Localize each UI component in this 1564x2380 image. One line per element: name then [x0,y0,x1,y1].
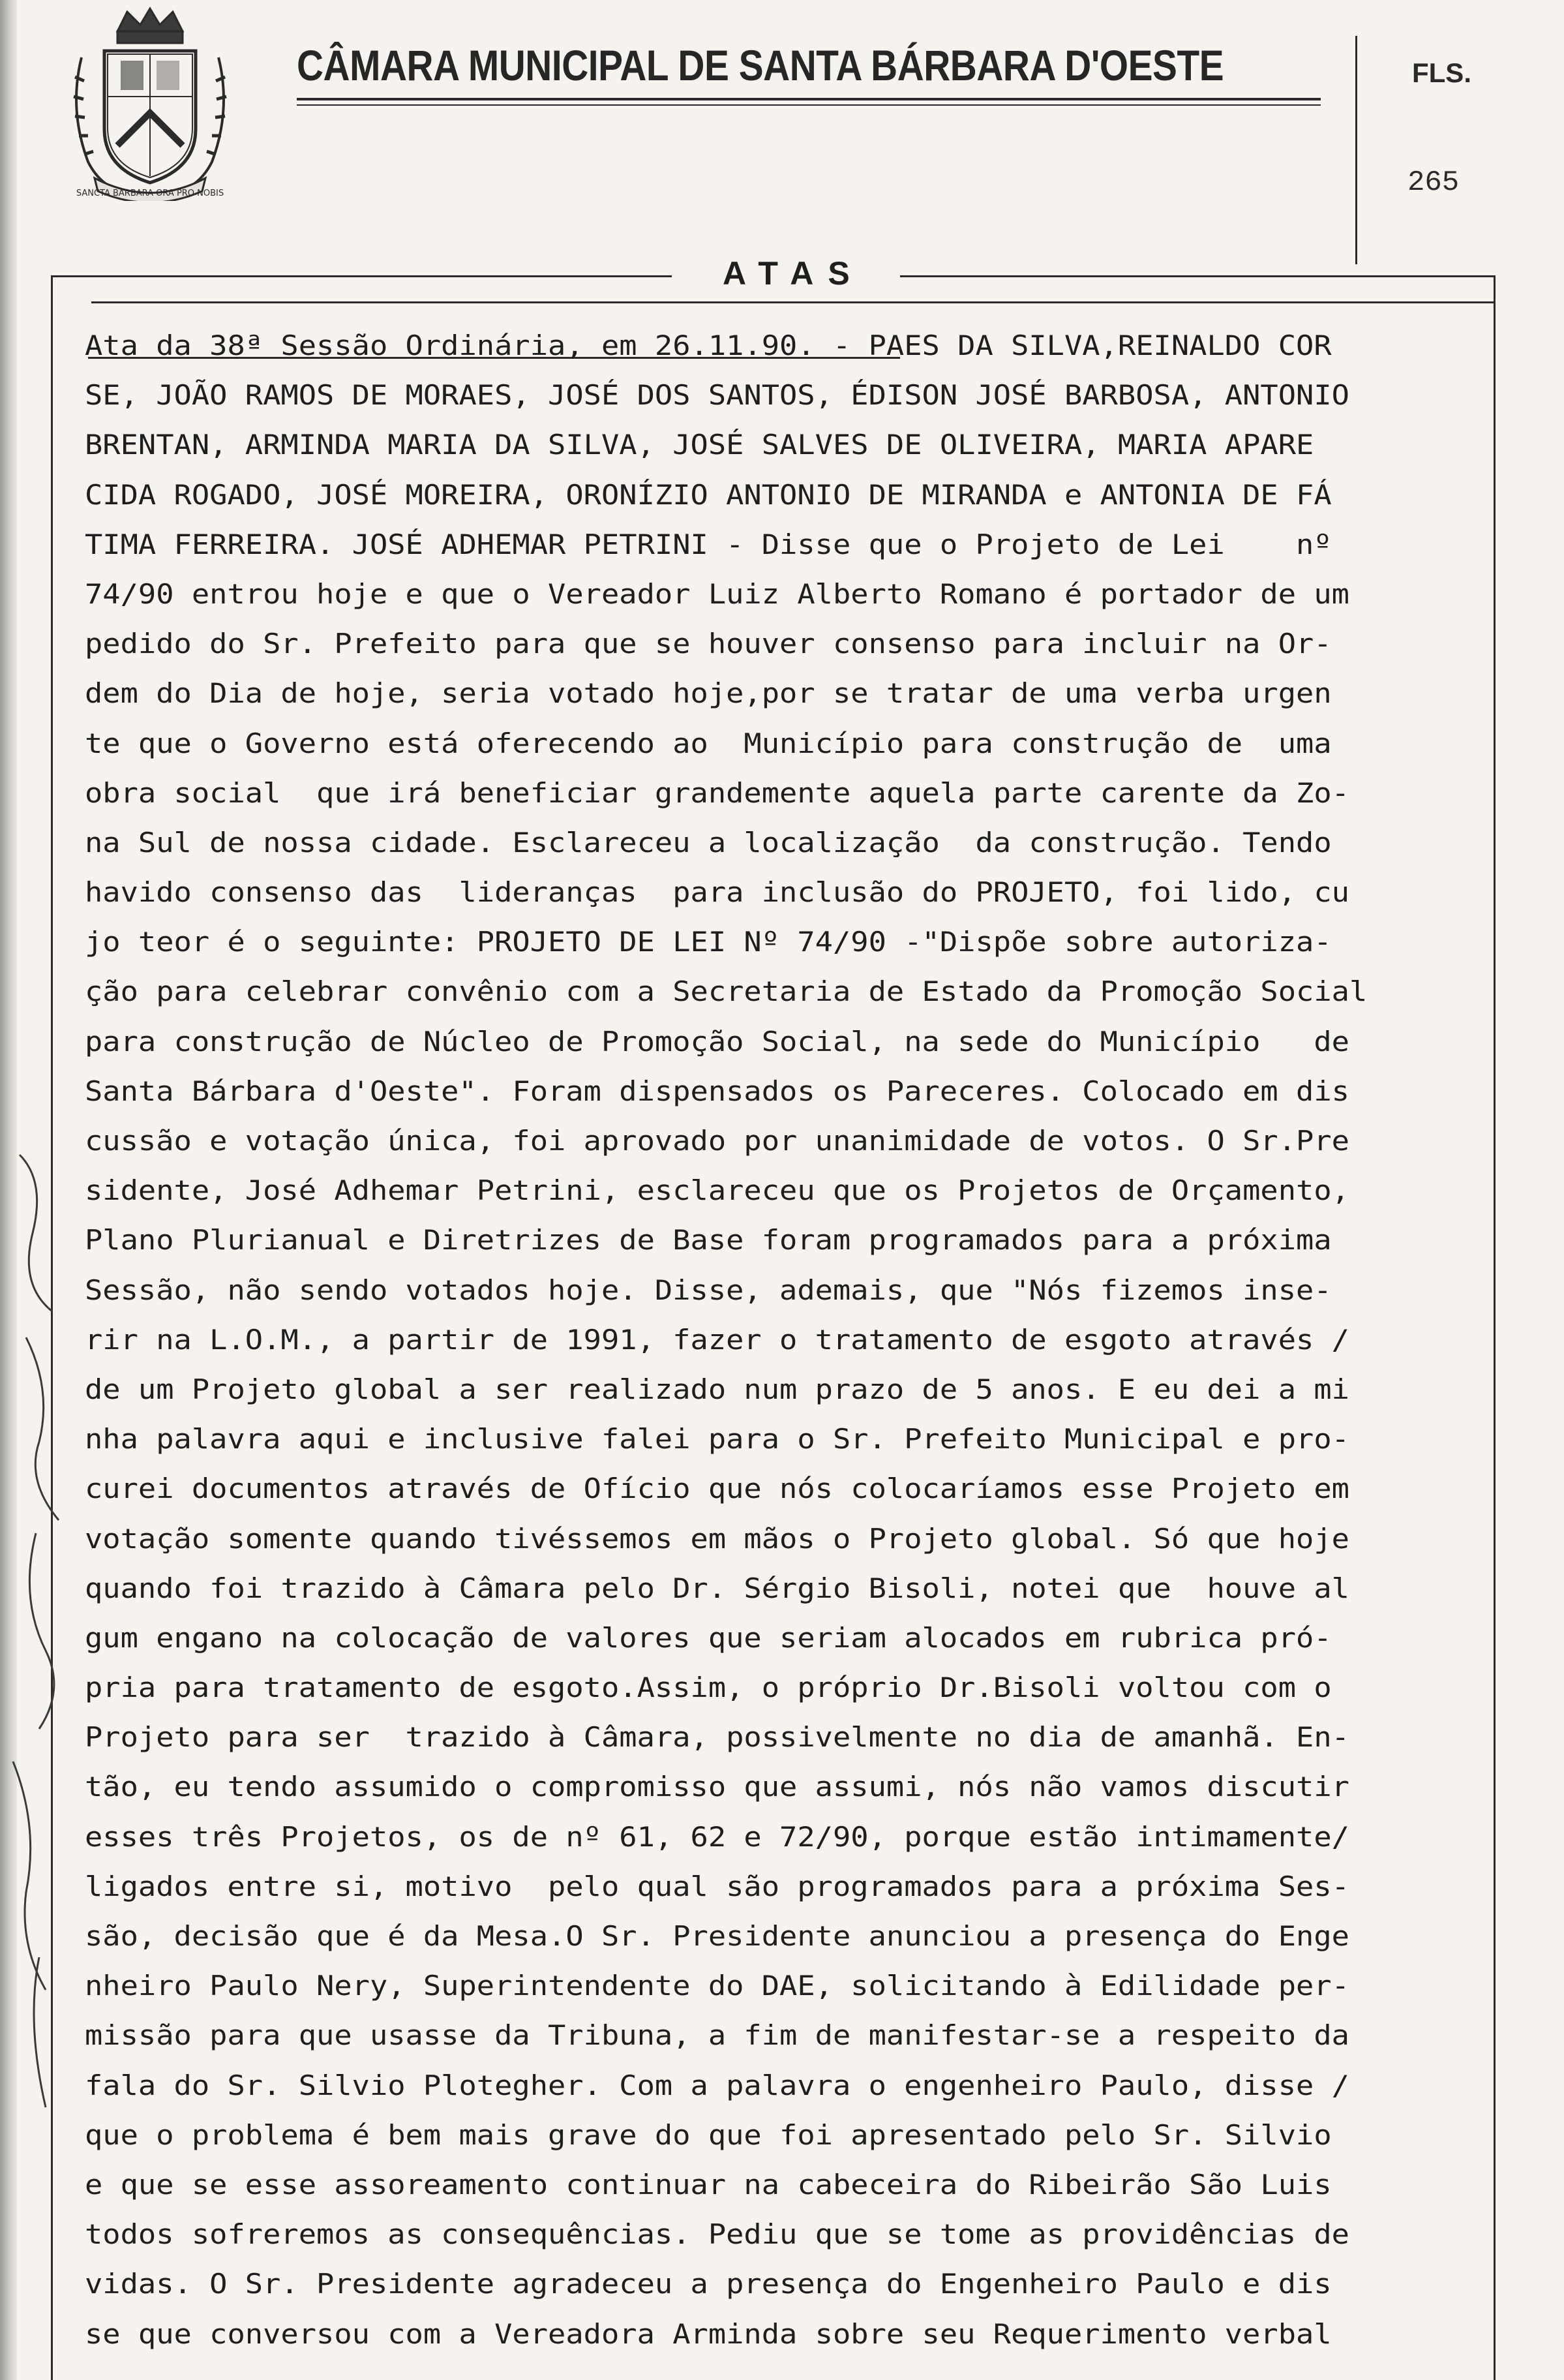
text-line: fala do Sr. Silvio Plotegher. Com a palavra o engenheiro Paulo, disse / [85,2069,1349,2101]
text-line: se que conversou com a Vereadora Arminda sobre seu Requerimento verbal [85,2317,1332,2350]
text-line: ligados entre si, motivo pelo qual são programados para a próxima Ses- [85,1870,1349,1902]
text-line: pria para tratamento de esgoto.Assim, o próprio Dr.Bisoli voltou com o [85,1671,1332,1704]
title-rule-bottom [297,104,1321,106]
text-line: para construção de Núcleo de Promoção Social, na sede do Município de [85,1025,1349,1058]
text-line: esses três Projetos, os de nº 61, 62 e 72/90, porque estão intimamente/ [85,1820,1349,1853]
text-line: vidas. O Sr. Presidente agradeceu a presença do Engenheiro Paulo e dis [85,2268,1332,2300]
text-line: na Sul de nossa cidade. Esclareceu a localização da construção. Tendo [85,826,1332,859]
text-line: gum engano na colocação de valores que seriam alocados em rubrica pró- [85,1621,1332,1654]
text-line: 74/90 entrou hoje e que o Vereador Luiz Alberto Romano é portador de um [85,577,1349,610]
text-line: votação somente quando tivéssemos em mãos o Projeto global. Só que hoje [85,1522,1349,1555]
text-line: Projeto para ser trazido à Câmara, possivelmente no dia de amanhã. En- [85,1721,1349,1754]
text-line: te que o Governo está oferecendo ao Município para construção de uma [85,727,1332,759]
text-line: havido consenso das lideranças para inclusão do PROJETO, foi lido, cu [85,876,1349,909]
text-line: curei documentos através de Ofício que nós colocaríamos esse Projeto em [85,1472,1349,1505]
municipal-crest-logo [55,5,245,201]
title-rule-top [297,98,1321,100]
text-line: Ata da 38ª Sessão Ordinária, em 26.11.90. - PAES DA SILVA,REINALDO COR [85,329,1332,361]
minutes-body [85,321,1494,2359]
text-line: rir na L.O.M., a partir de 1991, fazer o tratamento de esgoto através / [85,1323,1349,1356]
header-divider [1355,36,1357,264]
text-line: BRENTAN, ARMINDA MARIA DA SILVA, JOSÉ SALVES DE OLIVEIRA, MARIA APARE [85,429,1314,461]
text-line: CIDA ROGADO, JOSÉ MOREIRA, ORONÍZIO ANTONIO DE MIRANDA e ANTONIA DE FÁ [85,478,1332,511]
text-line: cussão e votação única, foi aprovado por unanimidade de votos. O Sr.Pre [85,1125,1349,1157]
text-line: SE, JOÃO RAMOS DE MORAES, JOSÉ DOS SANTOS, ÉDISON JOSÉ BARBOSA, ANTONIO [85,379,1349,412]
text-line: sidente, José Adhemar Petrini, esclareceu que os Projetos de Orçamento, [85,1174,1349,1207]
page-title: CÂMARA MUNICIPAL DE SANTA BÁRBARA D'OESTE [297,41,1224,89]
frame-right [1494,275,1496,2380]
text-line: Sessão, não sendo votados hoje. Disse, ademais, que "Nós fizemos inse- [85,1274,1332,1306]
text-line: TIMA FERREIRA. JOSÉ ADHEMAR PETRINI - Disse que o Projeto de Lei nº [85,528,1332,560]
section-title: ATAS [723,255,864,292]
text-line: obra social que irá beneficiar grandemente aquela parte carente da Zo- [85,776,1349,809]
text-line: são, decisão que é da Mesa.O Sr. Presidente anunciou a presença do Enge [85,1920,1349,1952]
text-line: Plano Plurianual e Diretrizes de Base foram programados para a próxima [85,1224,1332,1257]
fls-label: FLS. [1412,57,1471,88]
text-line: tão, eu tendo assumido o compromisso que assumi, nós não vamos discutir [85,1771,1349,1803]
text-line: que o problema é bem mais grave do que foi apresentado pelo Sr. Silvio [85,2118,1332,2151]
text-line: e que se esse assoreamento continuar na cabeceira do Ribeirão São Luis [85,2168,1332,2201]
text-line: jo teor é o seguinte: PROJETO DE LEI Nº 74/90 -"Dispõe sobre autoriza- [85,926,1332,958]
text-line: nha palavra aqui e inclusive falei para o Sr. Prefeito Municipal e pro- [85,1423,1349,1456]
crest-motto: SANCTA BARBARA ORA PRO NOBIS [76,189,224,198]
text-line: todos sofreremos as consequências. Pediu que se tome as providências de [85,2218,1349,2251]
text-line: ção para celebrar convênio com a Secretaria de Estado da Promoção Social [85,975,1368,1008]
text-line: nheiro Paulo Nery, Superintendente do DAE, solicitando à Edilidade per- [85,1970,1349,2002]
text-line: quando foi trazido à Câmara pelo Dr. Sérgio Bisoli, notei que houve al [85,1572,1349,1604]
text-line: de um Projeto global a ser realizado num prazo de 5 anos. E eu dei a mi [85,1373,1349,1405]
margin-signature [0,1142,85,2120]
section-rule [91,301,1494,303]
text-line: pedido do Sr. Prefeito para que se houver consenso para incluir na Or- [85,628,1332,660]
page-number: 265 [1407,166,1460,199]
text-line: Santa Bárbara d'Oeste". Foram dispensados os Pareceres. Colocado em dis [85,1075,1349,1107]
text-line: dem do Dia de hoje, seria votado hoje,por se tratar de uma verba urgen [85,677,1332,710]
text-line: missão para que usasse da Tribuna, a fim de manifestar-se a respeito da [85,2019,1349,2052]
